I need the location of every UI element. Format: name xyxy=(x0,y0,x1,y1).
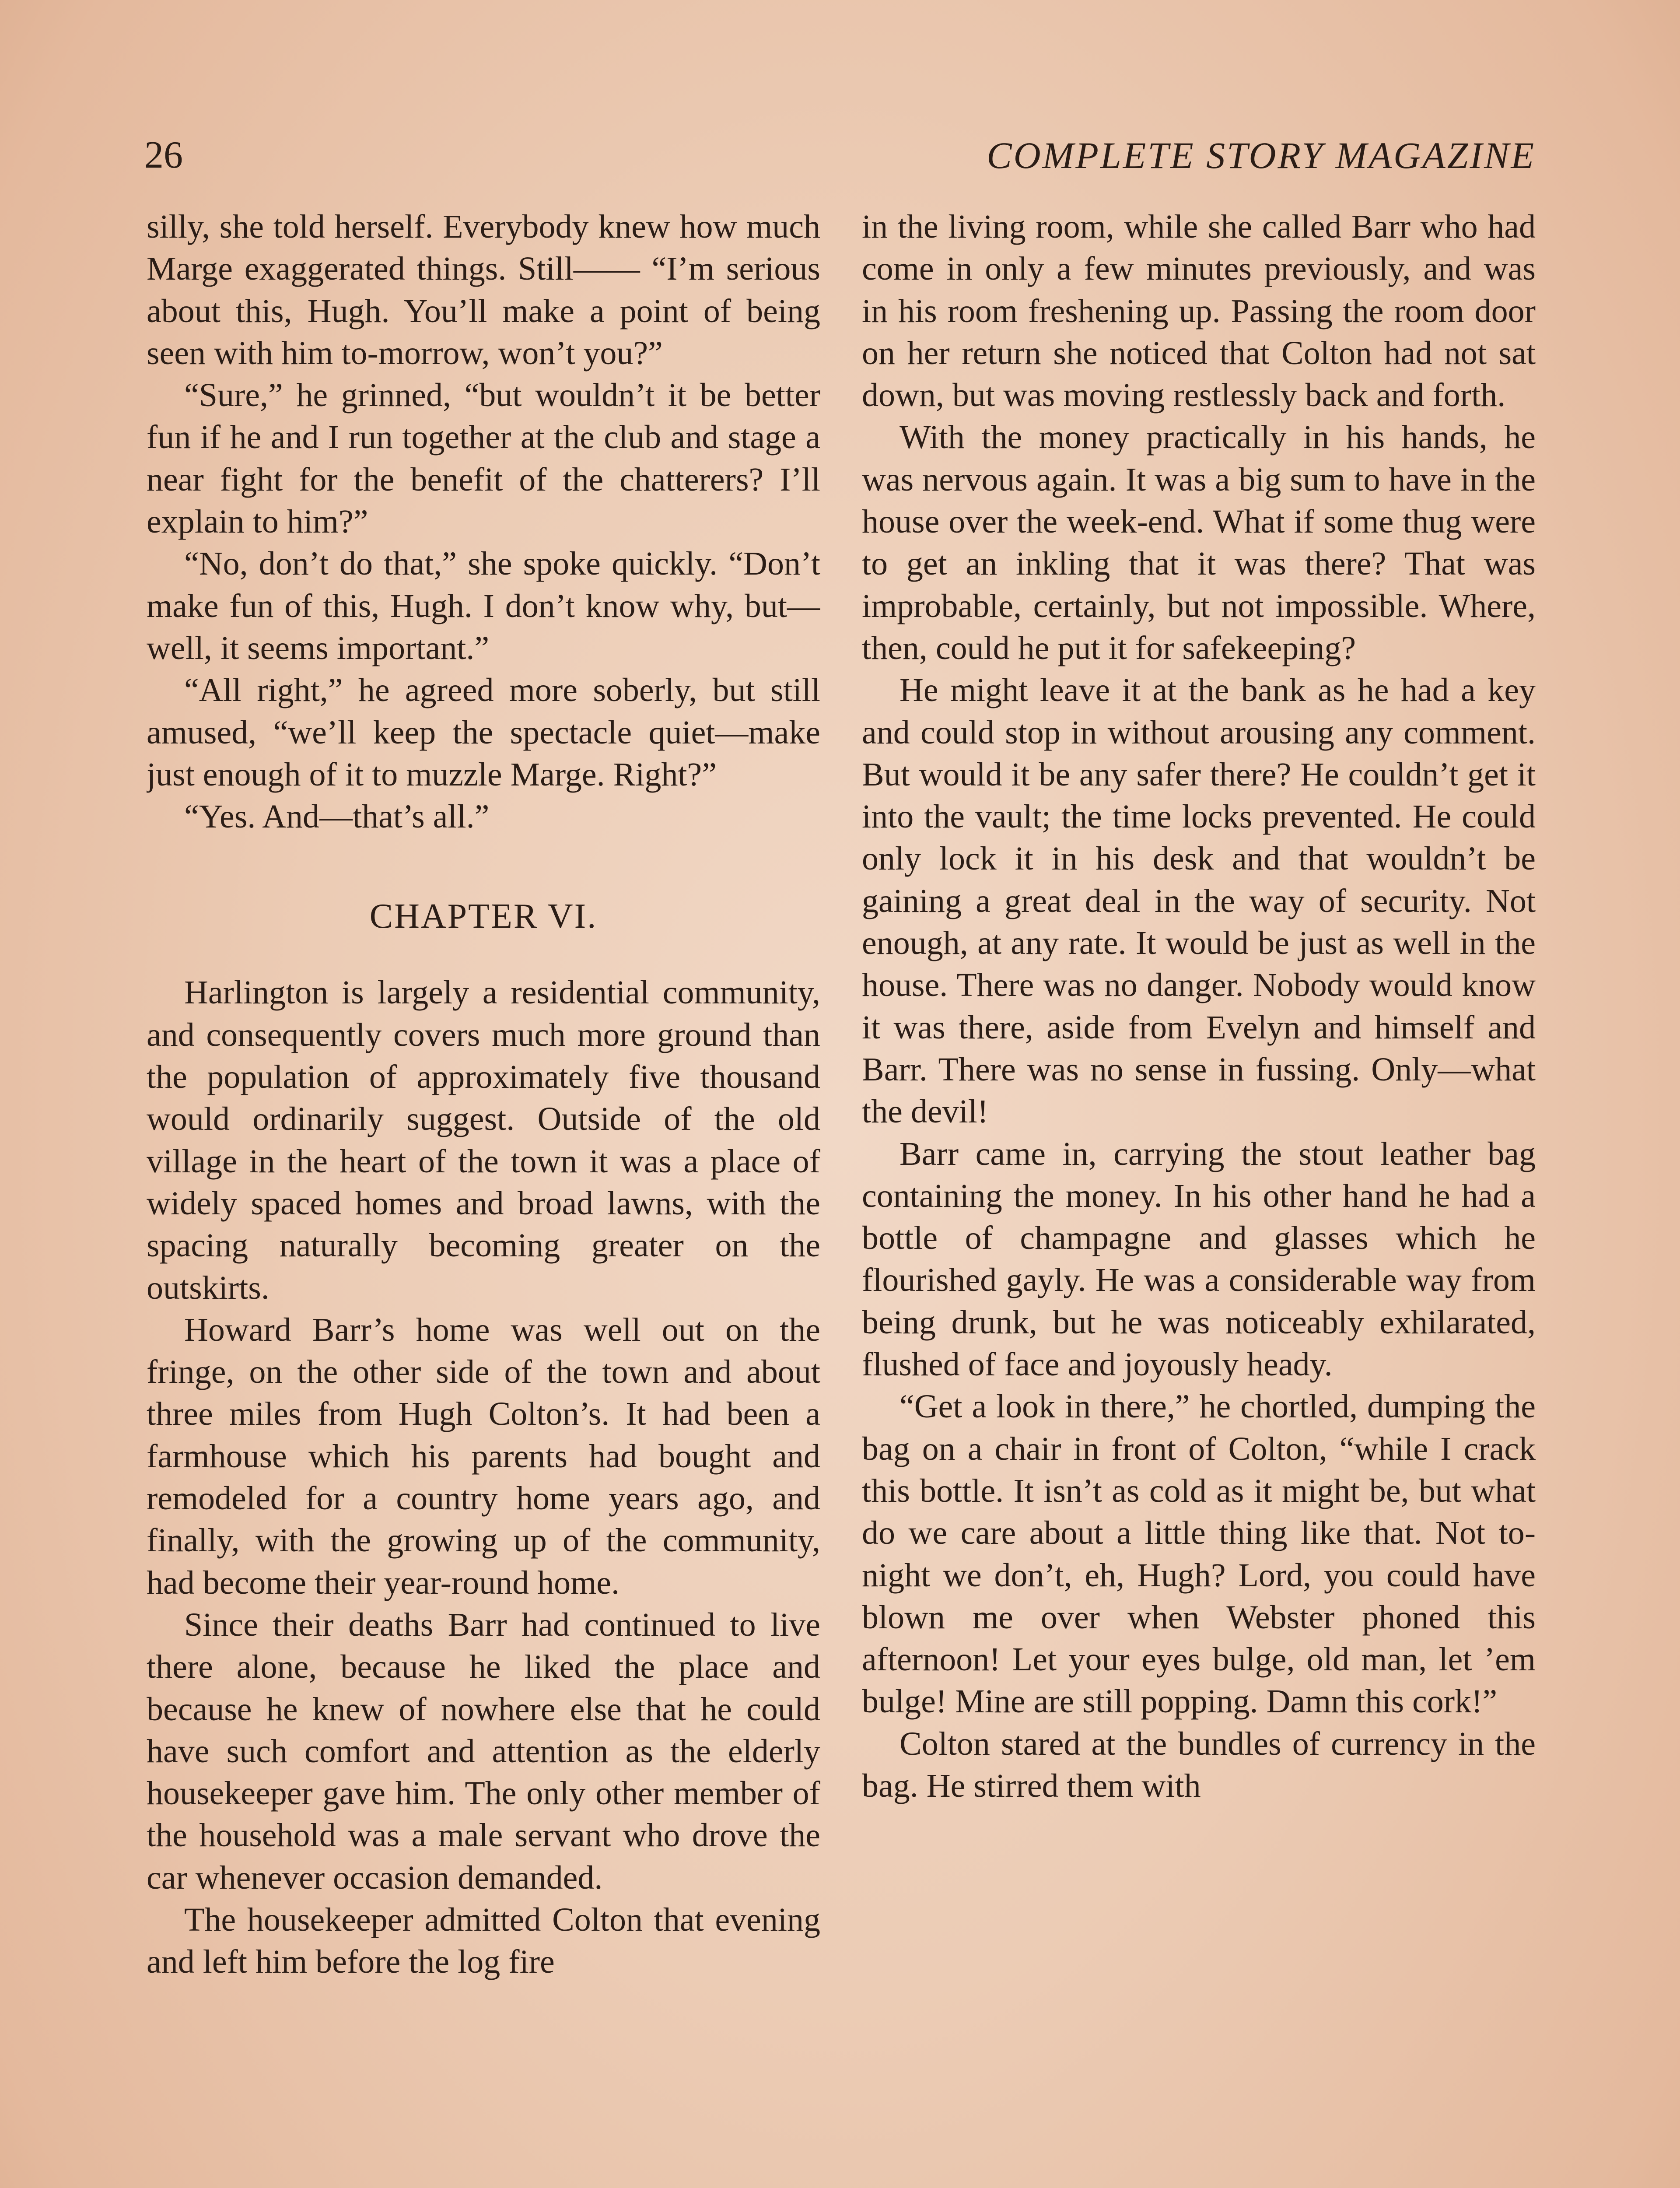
paragraph: Barr came in, carrying the stout leather bag containing the money. In his other hand he had a bottle of champagne and glasses which he flourished gayly. He was a considerable way from being drunk, but he was noticeably exhilarated, flushed of face and joyously heady. xyxy=(862,1135,1536,1383)
page-header xyxy=(144,127,1536,188)
paragraph: Howard Barr’s home was well out on the fringe, on the other side of the town and about three miles from Hugh Colton’s. It had been a farmhouse which his parents had bought and remodeled for a country home years ago, and finally, with the growing up of the community, had become their year-round home. xyxy=(147,1311,820,1601)
paragraph: silly, she told herself. Everybody knew how much Marge exaggerated things. Still—— “I’m serious about this, Hugh. You’ll make a point of being seen with him to-morrow, won’t you?” xyxy=(147,208,820,372)
paragraph: He might leave it at the bank as he had a key and could stop in without arousing any comment. But would it be any safer there? He couldn’t get it into the vault; the time locks prevented. He could only lock it in his desk and that wouldn’t be gaining a great deal in the way of security. Not enough, at any rate. It would be just as well in the house. There was no danger. Nobody would know it was there, aside from Evelyn and himself and Barr. There was no sense in fussing. Only—what the devil! xyxy=(862,672,1536,1130)
paragraph: “No, don’t do that,” she spoke quickly. “Don’t make fun of this, Hugh. I don’t know why, but—well, it seems important.” xyxy=(147,545,820,666)
running-head: COMPLETE STORY MAGAZINE xyxy=(987,134,1536,176)
paragraph: “All right,” he agreed more soberly, but still amused, “we’ll keep the spectacle quiet—make just enough of it to muzzle Marge. Right?” xyxy=(147,672,820,793)
paragraph: Since their deaths Barr had continued to live there alone, because he liked the place and because he knew of nowhere else that he could have such comfort and attention as the elderly housekeeper gave him. The only other member of the household was a male servant who drove the car whenever occasion demanded. xyxy=(147,1606,820,1896)
chapter-heading: CHAPTER VI. xyxy=(369,897,598,936)
paragraph: With the money practically in his hands, he was nervous again. It was a big sum to have in the house over the week-end. What if some thug were to get an inkling that it was there? That was improbable, certainly, but not impossible. Where, then, could he put it for safekeeping? xyxy=(862,419,1536,666)
paragraph: “Get a look in there,” he chortled, dumping the bag on a chair in front of Colton, “while I crack this bottle. It isn’t as cold as it might be, but what do we care about a little thing like that. Not to-night we don’t, eh, Hugh? Lord, you could have blown me over when Webster phoned this afternoon! Let your eyes bulge, old man, let ’em bulge! Mine are still popping. Damn this cork!” xyxy=(862,1388,1536,1720)
paragraph: “Yes. And—that’s all.” xyxy=(184,798,490,835)
paragraph: “Sure,” he grinned, “but wouldn’t it be better fun if he and I run together at the club and stage a near fight for the benefit of the chatterers? I’ll explain to him?” xyxy=(147,377,820,540)
paragraph: The housekeeper admitted Colton that evening and left him before the log fire xyxy=(147,1901,820,1981)
paragraph: Harlington is largely a residential community, and consequently covers much more ground than the population of approximately five thousand would ordinarily suggest. Outside of the old village in the heart of the town it was a place of widely spaced homes and broad lawns, with the spacing naturally becoming greater on the outskirts. xyxy=(147,974,820,1306)
right-column xyxy=(862,206,1536,2188)
page-number: 26 xyxy=(144,134,183,176)
paragraph: Colton stared at the bundles of currency in the bag. He stirred them with xyxy=(862,1725,1536,1804)
left-column xyxy=(147,206,820,2188)
paragraph: in the living room, while she called Barr who had come in only a few minutes previously, and was in his room freshening up. Passing the room door on her return she noticed that Colton had not sat down, but was moving restlessly back and forth. xyxy=(862,208,1536,414)
